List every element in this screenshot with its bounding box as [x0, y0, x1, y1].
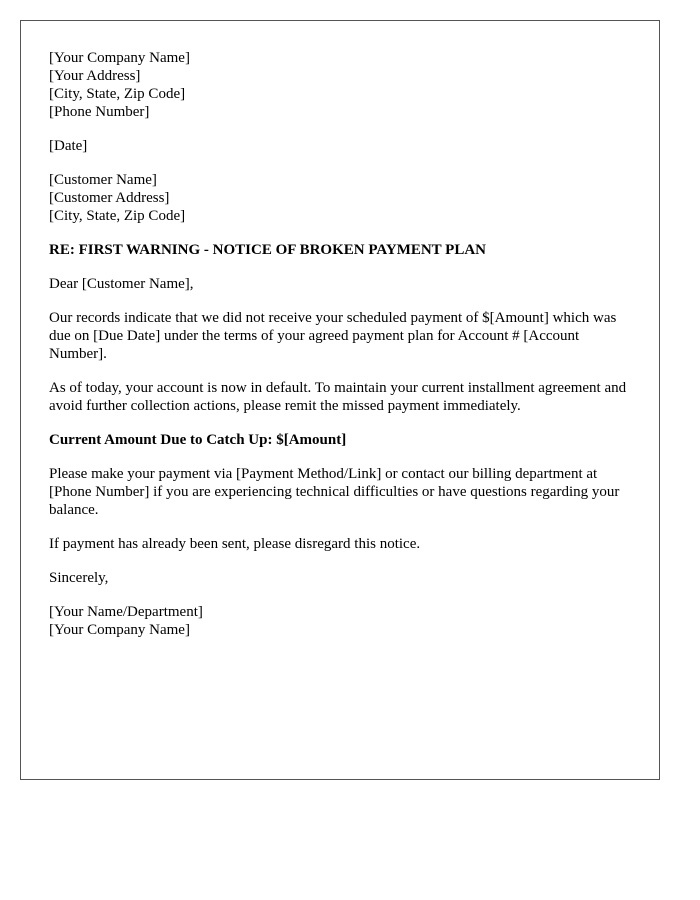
letter-page	[20, 20, 660, 780]
sender-city-state-zip: [City, State, Zip Code]	[49, 86, 186, 102]
sender-phone: [Phone Number]	[49, 104, 150, 120]
recipient-block	[49, 171, 631, 225]
paragraph-payment-instructions: Please make your payment via [Payment Method/Link] or contact our billing department at [Phone Number] if you are experiencing technical difficulties or have questions regarding your balance.	[49, 466, 620, 518]
sender-block	[49, 49, 631, 121]
sender-address: [Your Address]	[49, 68, 141, 84]
amount-due-line: Current Amount Due to Catch Up: $[Amount]	[49, 432, 347, 448]
salutation: Dear [Customer Name],	[49, 276, 194, 292]
closing: Sincerely,	[49, 570, 109, 586]
sender-company: [Your Company Name]	[49, 50, 190, 66]
paragraph-disregard: If payment has already been sent, please disregard this notice.	[49, 536, 421, 552]
recipient-address: [Customer Address]	[49, 190, 170, 206]
signature-block	[49, 603, 631, 639]
letter-date: [Date]	[49, 138, 88, 154]
signature-company: [Your Company Name]	[49, 622, 190, 638]
paragraph-missed-payment: Our records indicate that we did not receive your scheduled payment of $[Amount] which was due on [Due Date] under the terms of your agreed payment plan for Account # [Account Number].	[49, 310, 617, 362]
signature-name: [Your Name/Department]	[49, 604, 203, 620]
recipient-city-state-zip: [City, State, Zip Code]	[49, 208, 186, 224]
date-block	[49, 137, 631, 155]
recipient-name: [Customer Name]	[49, 172, 157, 188]
paragraph-default-notice: As of today, your account is now in default. To maintain your current installment agreement and avoid further collection actions, please remit the missed payment immediately.	[49, 380, 627, 414]
subject-line: RE: FIRST WARNING - NOTICE OF BROKEN PAYMENT PLAN	[49, 242, 486, 258]
